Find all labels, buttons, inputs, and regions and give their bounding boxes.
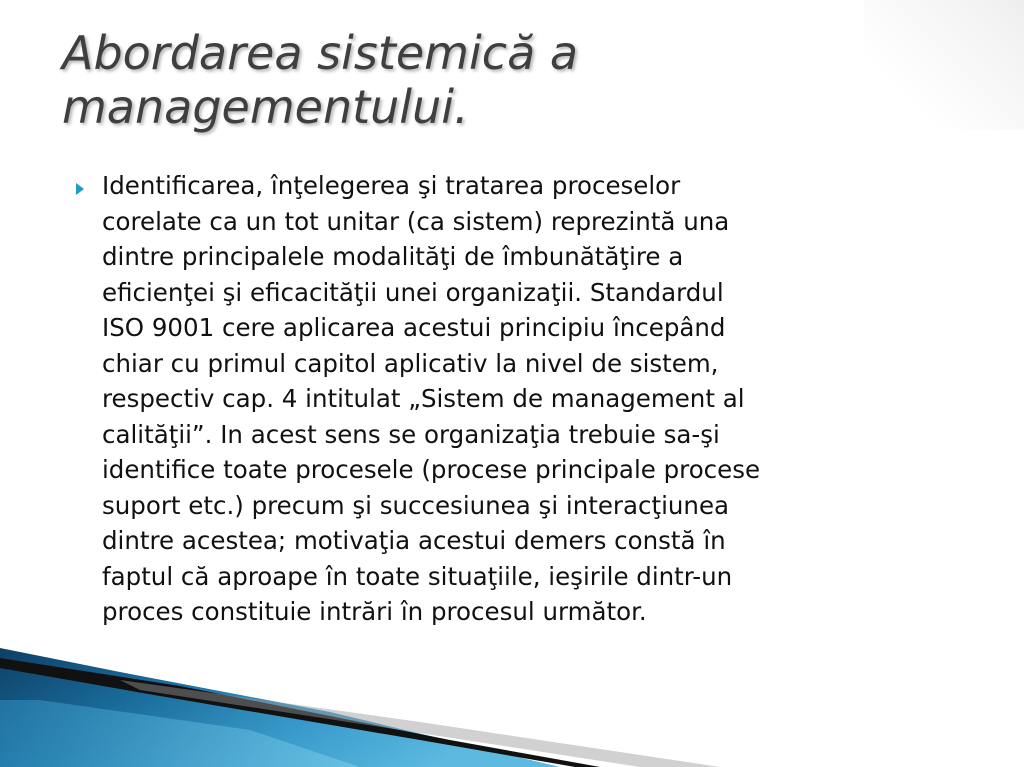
slide-title: Abordarea sistemică a managementului. [62,26,579,134]
body-paragraph: Identificarea, înţelegerea şi tratarea proceselor corelate ca un tot unitar (ca sistem) reprezintă una dintre principalele modalităţi de îmbunătăţire a eficienţei şi eficacităţii unei organizaţii. Standardul ISO 9001 cere aplicarea acestui principiu începând chiar cu primul capitol aplicativ la nivel de sistem, respectiv cap. 4 intitulat „Sistem de management al calităţii”. In acest sens se organizaţia trebuie sa-şi identifice toate procesele (procese principale procese suport etc.) precum şi succesiunea şi interacţiunea dintre acestea; motivaţia acestui demers constă în faptul că aproape în toate situaţiile, ieşirile dintr-un proces constituie intrări în procesul următor. [102,171,761,626]
